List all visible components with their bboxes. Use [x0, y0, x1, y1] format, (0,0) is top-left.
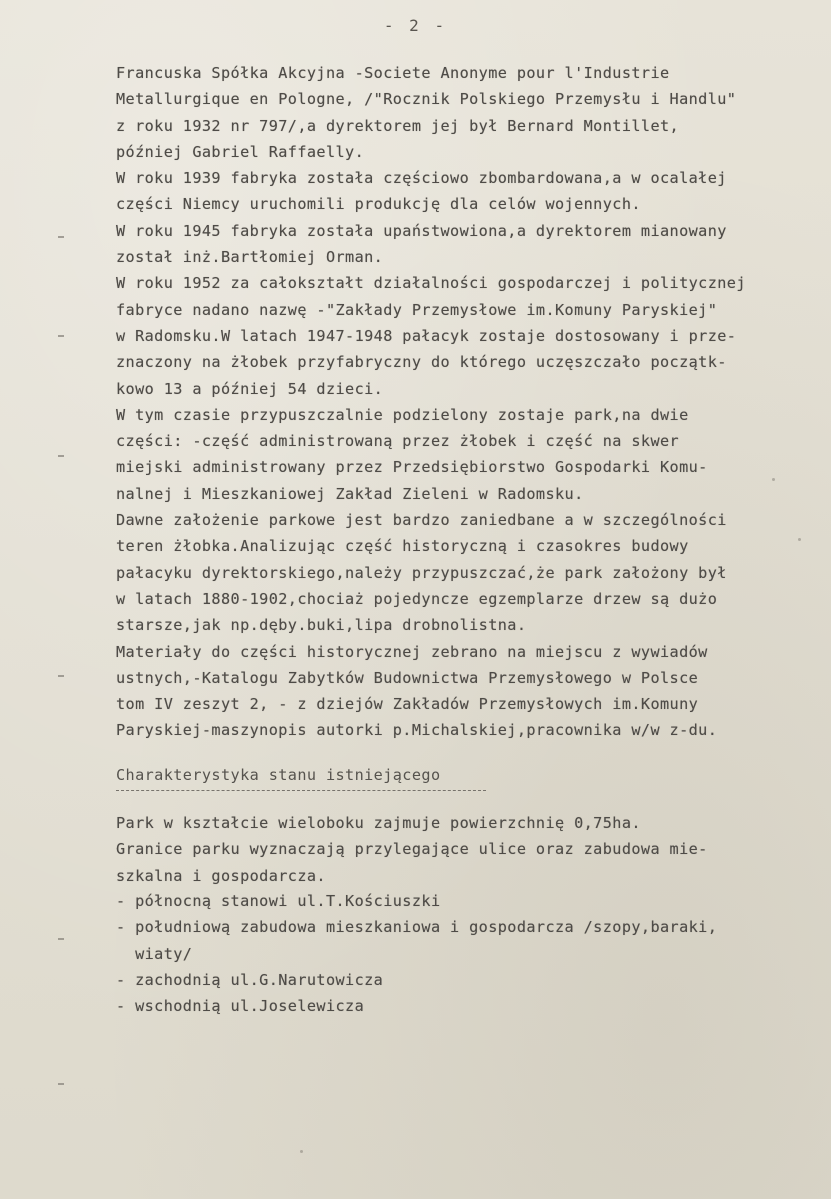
boundaries-list	[116, 888, 816, 1019]
text-line: nalnej i Mieszkaniowej Zakład Zieleni w Radomsku.	[116, 484, 584, 503]
margin-mark	[58, 236, 64, 238]
margin-mark	[58, 455, 64, 457]
text-line: znaczony na żłobek przyfabryczny do którego uczęszczało początk-	[116, 353, 727, 372]
paper-speck	[772, 478, 775, 481]
text-line: szkalna i gospodarcza.	[116, 866, 326, 885]
text-line: kowo 13 a później 54 dzieci.	[116, 379, 384, 398]
text-line: Francuska Spółka Akcyjna -Societe Anonyme pour l'Industrie	[116, 64, 670, 82]
page-number: - 2 -	[383, 16, 448, 35]
text-line: Granice parku wyznaczają przylegające ulice oraz zabudowa mie-	[116, 840, 708, 859]
text-line: pałacyku dyrektorskiego,należy przypuszczać,że park założony był	[116, 563, 727, 582]
section-heading: Charakterystyka stanu istniejącego	[116, 766, 441, 784]
intro-paragraph	[116, 60, 816, 744]
text-line: Dawne założenie parkowe jest bardzo zaniedbane a w szczególności	[116, 511, 727, 530]
list-item: wiaty/	[116, 944, 193, 963]
text-line: ustnych,-Katalogu Zabytków Budownictwa Przemysłowego w Polsce	[116, 668, 699, 687]
text-line: części: -część administrowaną przez żłobek i część na skwer	[116, 432, 680, 451]
text-line: w Radomsku.W latach 1947-1948 pałacyk zostaje dostosowany i prze-	[116, 326, 737, 345]
heading-underline	[116, 790, 486, 791]
margin-mark	[58, 1083, 64, 1085]
list-item: - zachodnią ul.G.Narutowicza	[116, 970, 384, 989]
text-line: W roku 1939 fabryka została częściowo zbombardowana,a w ocalałej	[116, 169, 727, 188]
text-line: został inż.Bartłomiej Orman.	[116, 248, 384, 267]
paper-speck	[300, 1150, 303, 1153]
text-line: starsze,jak np.dęby.buki,lipa drobnolistna.	[116, 616, 527, 635]
text-line: części Niemcy uruchomili produkcję dla celów wojennych.	[116, 195, 641, 214]
margin-mark	[58, 335, 64, 337]
text-line: Park w kształcie wieloboku zajmuje powierzchnię 0,75ha.	[116, 814, 641, 832]
text-line: Metallurgique en Pologne, /"Rocznik Polskiego Przemysłu i Handlu"	[116, 90, 737, 109]
text-line: tom IV zeszyt 2, - z dziejów Zakładów Przemysłowych im.Komuny	[116, 695, 699, 714]
text-line: W roku 1945 fabryka została upaństwowiona,a dyrektorem mianowany	[116, 221, 727, 240]
text-line: W tym czasie przypuszczalnie podzielony zostaje park,na dwie	[116, 405, 689, 424]
section-intro	[116, 810, 816, 889]
text-line: później Gabriel Raffaelly.	[116, 142, 365, 161]
text-line: W roku 1952 za całokształt działalności gospodarczej i politycznej	[116, 274, 746, 293]
list-item: - południową zabudowa mieszkaniowa i gospodarcza /szopy,baraki,	[116, 918, 718, 937]
text-line: fabryce nadano nazwę -"Zakłady Przemysłowe im.Komuny Paryskiej"	[116, 300, 718, 319]
text-line: Materiały do części historycznej zebrano na miejscu z wywiadów	[116, 642, 708, 661]
list-item: - północną stanowi ul.T.Kościuszki	[116, 892, 441, 910]
text-line: z roku 1932 nr 797/,a dyrektorem jej był Bernard Montillet,	[116, 116, 680, 135]
margin-mark	[58, 938, 64, 940]
margin-mark	[58, 675, 64, 677]
text-line: Paryskiej-maszynopis autorki p.Michalskiej,pracownika w/w z-du.	[116, 721, 718, 740]
list-item: - wschodnią ul.Joselewicza	[116, 997, 365, 1016]
text-line: teren żłobka.Analizując część historyczną i czasokres budowy	[116, 537, 689, 556]
paper-speck	[798, 538, 801, 541]
text-line: miejski administrowany przez Przedsiębiorstwo Gospodarki Komu-	[116, 458, 708, 477]
text-line: w latach 1880-1902,chociaż pojedyncze egzemplarze drzew są dużo	[116, 589, 718, 608]
